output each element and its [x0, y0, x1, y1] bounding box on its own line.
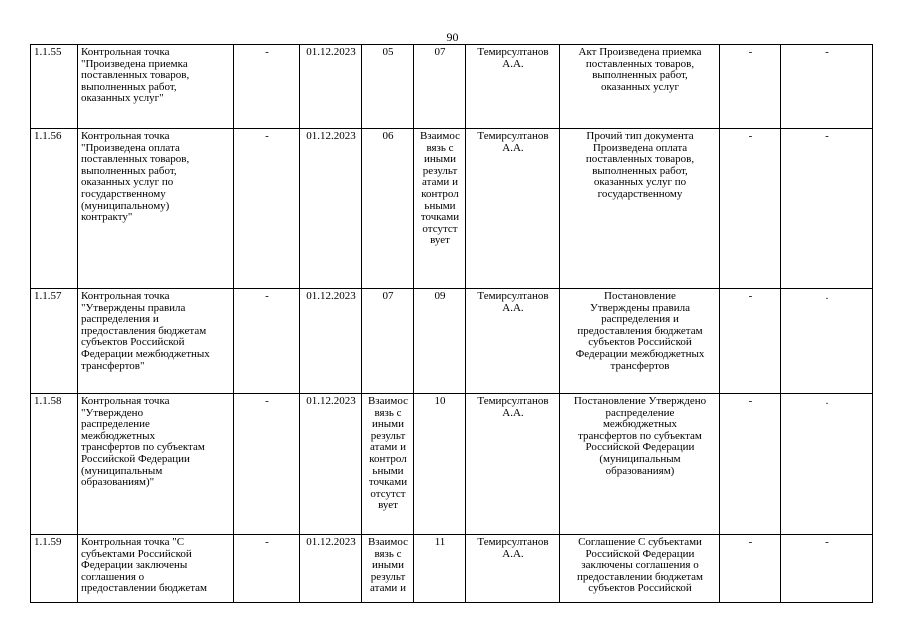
table-row [31, 45, 873, 129]
responsible-cell: Темирсултанов А.А. [466, 45, 560, 129]
dash-cell: - [781, 535, 873, 603]
dash-cell: - [720, 535, 781, 603]
document-cell: Постановление Утверждены правила распределения и предоставления бюджетам субъектов Российской Федерации межбюджетных трансфертов [560, 289, 720, 394]
successor-cell: 09 [414, 289, 466, 394]
dash-cell: - [234, 45, 300, 129]
predecessor-cell: 07 [362, 289, 414, 394]
responsible-cell: Темирсултанов А.А. [466, 394, 560, 535]
successor-cell: 10 [414, 394, 466, 535]
table-row [31, 129, 873, 289]
table-row [31, 535, 873, 603]
dash-cell: - [720, 129, 781, 289]
date-cell: 01.12.2023 [300, 129, 362, 289]
row-number-cell: 1.1.57 [31, 289, 78, 394]
dash-cell: - [234, 129, 300, 289]
dash-cell: . [781, 394, 873, 535]
date-cell: 01.12.2023 [300, 535, 362, 603]
table-row [31, 289, 873, 394]
dash-cell: - [234, 394, 300, 535]
successor-cell: 11 [414, 535, 466, 603]
page-number: 90 [446, 30, 459, 44]
control-point-name-cell: Контрольная точка "Утверждены правила распределения и предоставления бюджетам субъектов Российской Федерации межбюджетных трансфертов" [78, 289, 234, 394]
dash-cell: - [720, 289, 781, 394]
control-point-name-cell: Контрольная точка "Произведена оплата поставленных товаров, выполненных работ, оказанных услуг по государственному (муниципальному) контракту" [78, 129, 234, 289]
predecessor-cell: 06 [362, 129, 414, 289]
dash-cell: - [781, 129, 873, 289]
date-cell: 01.12.2023 [300, 45, 362, 129]
row-number-cell: 1.1.55 [31, 45, 78, 129]
date-cell: 01.12.2023 [300, 289, 362, 394]
successor-cell: 07 [414, 45, 466, 129]
document-cell: Прочий тип документа Произведена оплата поставленных товаров, выполненных работ, оказанных услуг по государственному [560, 129, 720, 289]
dash-cell: . [781, 289, 873, 394]
control-point-name-cell: Контрольная точка "С субъектами Российской Федерации заключены соглашения о предоставлении бюджетам [78, 535, 234, 603]
predecessor-cell: Взаимос вязь с иными результ атами и контрол ьными точками отсутст вует [362, 394, 414, 535]
successor-cell: Взаимос вязь с иными результ атами и контрол ьными точками отсутст вует [414, 129, 466, 289]
dash-cell: - [720, 45, 781, 129]
row-number-cell: 1.1.59 [31, 535, 78, 603]
predecessor-cell: Взаимос вязь с иными результ атами и [362, 535, 414, 603]
control-point-name-cell: Контрольная точка "Утверждено распределение межбюджетных трансфертов по субъектам Российской Федерации (муниципальным образованиям)" [78, 394, 234, 535]
table-row [31, 394, 873, 535]
dash-cell: - [234, 289, 300, 394]
dash-cell: - [781, 45, 873, 129]
document-cell: Акт Произведена приемка поставленных товаров, выполненных работ, оказанных услуг [560, 45, 720, 129]
row-number-cell: 1.1.56 [31, 129, 78, 289]
dash-cell: - [720, 394, 781, 535]
predecessor-cell: 05 [362, 45, 414, 129]
responsible-cell: Темирсултанов А.А. [466, 289, 560, 394]
dash-cell: - [234, 535, 300, 603]
responsible-cell: Темирсултанов А.А. [466, 535, 560, 603]
control-point-name-cell: Контрольная точка "Произведена приемка поставленных товаров, выполненных работ, оказанных услуг" [78, 45, 234, 129]
document-cell: Соглашение С субъектами Российской Федерации заключены соглашения о предоставлении бюджетам субъектов Российской [560, 535, 720, 603]
document-cell: Постановление Утверждено распределение межбюджетных трансфертов по субъектам Российской Федерации (муниципальным образованиям) [560, 394, 720, 535]
date-cell: 01.12.2023 [300, 394, 362, 535]
row-number-cell: 1.1.58 [31, 394, 78, 535]
control-points-table [30, 44, 873, 603]
responsible-cell: Темирсултанов А.А. [466, 129, 560, 289]
